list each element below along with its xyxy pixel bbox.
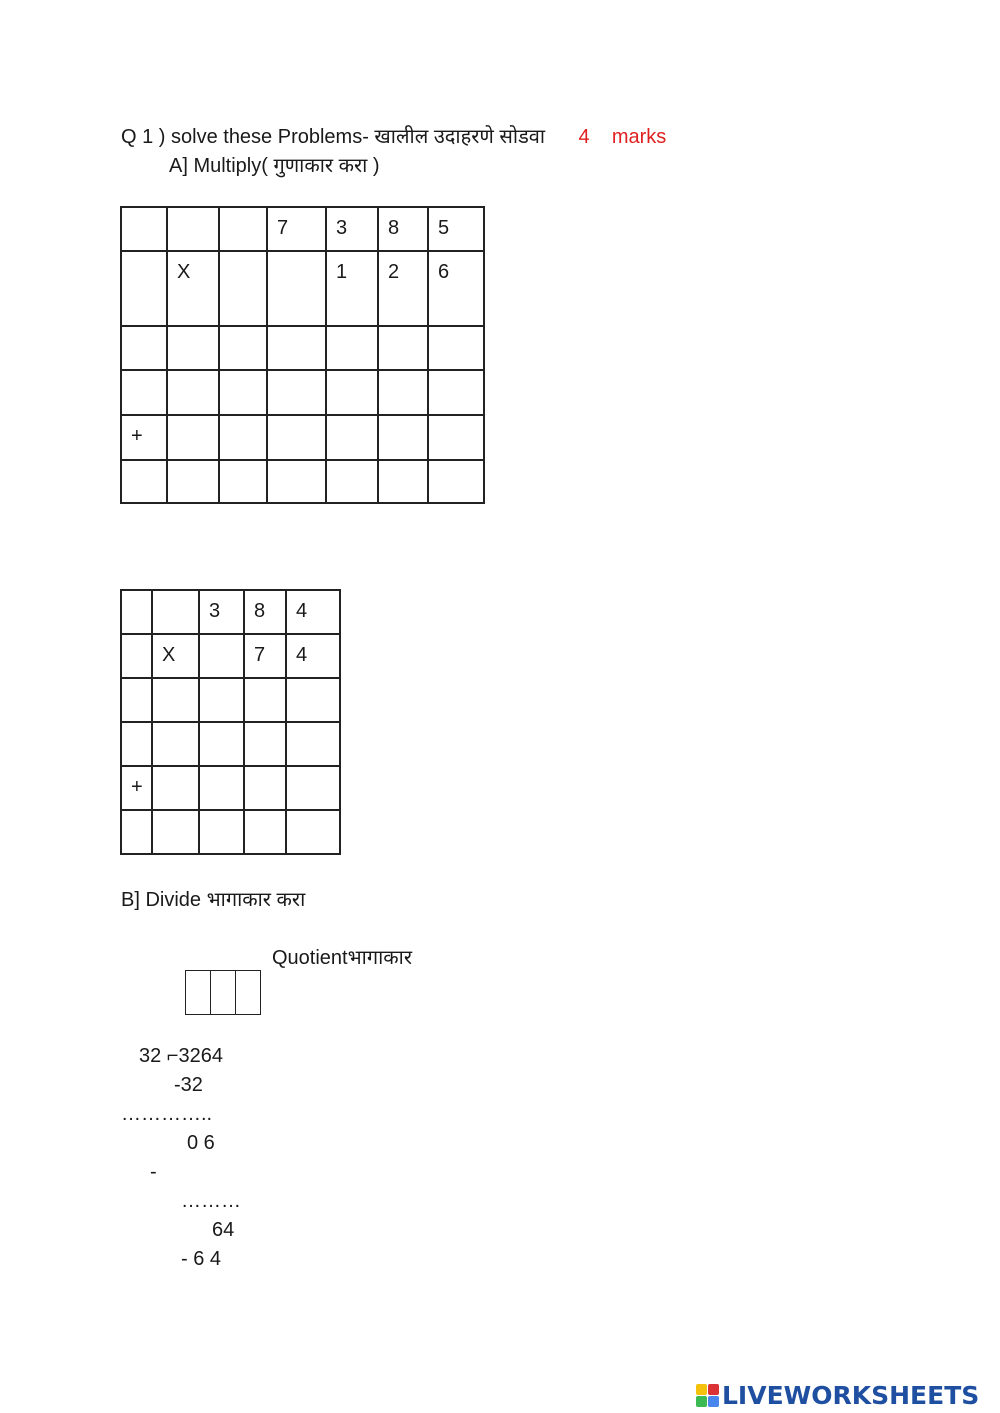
- grid-answer-cell[interactable]: [428, 415, 484, 460]
- grid-answer-cell[interactable]: [121, 326, 167, 370]
- grid-cell-given: [199, 590, 244, 634]
- quotient-box[interactable]: [236, 971, 261, 1015]
- grid-answer-cell[interactable]: [428, 326, 484, 370]
- division-line: ………: [181, 1190, 241, 1212]
- grid-cell-text: [122, 723, 151, 733]
- grid-cell-text: [379, 416, 427, 426]
- grid-cell-text: [220, 416, 266, 426]
- grid-answer-cell[interactable]: [326, 460, 378, 503]
- grid-answer-cell[interactable]: [219, 370, 267, 415]
- grid-answer-cell[interactable]: [121, 722, 152, 766]
- grid-cell-text: [168, 327, 218, 337]
- question-heading: [121, 122, 666, 149]
- grid-cell-text: [200, 723, 243, 733]
- grid-cell-given: [378, 251, 428, 326]
- grid-answer-cell[interactable]: [219, 460, 267, 503]
- grid-cell-text: [268, 327, 325, 337]
- grid-cell-text: [122, 591, 151, 601]
- grid-row: [121, 722, 340, 766]
- grid-answer-cell[interactable]: [378, 415, 428, 460]
- grid-answer-cell[interactable]: [286, 722, 340, 766]
- grid-row: [121, 415, 484, 460]
- grid-cell-text: [153, 679, 198, 689]
- grid-cell-text: +: [131, 776, 143, 798]
- grid-cell-text: [379, 461, 427, 471]
- grid-cell-text: [379, 327, 427, 337]
- grid-row: [121, 590, 340, 634]
- grid-row: [121, 207, 484, 251]
- division-line: …………..: [121, 1103, 213, 1125]
- grid-answer-cell[interactable]: [219, 326, 267, 370]
- grid-cell-text: [245, 679, 285, 689]
- grid-cell-text: 5: [438, 217, 450, 239]
- grid-cell-text: [268, 252, 325, 262]
- grid-cell-given: [326, 207, 378, 251]
- grid-cell-text: [122, 208, 166, 218]
- question-prefix: Q 1 ) solve these Problems- खालील उदाहरणे सोडवा: [121, 126, 546, 148]
- grid-cell-text: [200, 767, 243, 777]
- grid-cell-text: [268, 416, 325, 426]
- grid-answer-cell[interactable]: [167, 415, 219, 460]
- grid-answer-cell[interactable]: [267, 326, 326, 370]
- grid-answer-cell[interactable]: [244, 766, 286, 810]
- grid-cell-text: [245, 723, 285, 733]
- grid-cell-text: [220, 208, 266, 218]
- marks-value: 4: [578, 126, 590, 148]
- grid-answer-cell[interactable]: [121, 634, 152, 678]
- grid-cell-text: [287, 811, 339, 821]
- grid-answer-cell[interactable]: [219, 251, 267, 326]
- grid-answer-cell[interactable]: [267, 460, 326, 503]
- quotient-boxes: [185, 970, 261, 1015]
- grid-answer-cell[interactable]: [286, 810, 340, 854]
- grid-answer-cell[interactable]: [167, 207, 219, 251]
- grid-cell-text: [200, 635, 243, 645]
- grid-cell-text: 8: [254, 600, 266, 622]
- grid-answer-cell[interactable]: [378, 460, 428, 503]
- logo-text: LIVEWORKSHEETS: [722, 1380, 980, 1410]
- grid-cell-text: [122, 635, 151, 645]
- grid-cell-given: [152, 634, 199, 678]
- grid-answer-cell[interactable]: [167, 370, 219, 415]
- grid-answer-cell[interactable]: [378, 370, 428, 415]
- grid-row: [121, 326, 484, 370]
- grid-cell-text: 7: [254, 644, 266, 666]
- grid-cell-text: [327, 327, 377, 337]
- grid-answer-cell[interactable]: [199, 810, 244, 854]
- liveworksheets-logo: [696, 1380, 979, 1410]
- grid-answer-cell[interactable]: [199, 634, 244, 678]
- division-line: 0 6: [187, 1132, 215, 1154]
- grid-cell-text: [168, 416, 218, 426]
- marks-label: marks: [611, 126, 667, 148]
- quotient-label: Quotientभागाकार: [272, 947, 413, 969]
- grid-cell-text: [287, 679, 339, 689]
- grid-cell-text: [153, 591, 198, 601]
- grid-cell-text: [268, 461, 325, 471]
- logo-mark-square: [708, 1396, 719, 1407]
- grid-cell-text: [153, 723, 198, 733]
- grid-cell-text: [122, 327, 166, 337]
- grid-cell-text: [268, 371, 325, 381]
- grid-answer-cell[interactable]: [326, 326, 378, 370]
- grid-answer-cell[interactable]: [267, 415, 326, 460]
- grid-answer-cell[interactable]: [378, 326, 428, 370]
- grid-answer-cell[interactable]: [199, 722, 244, 766]
- grid-cell-text: [327, 416, 377, 426]
- grid-cell-given: [286, 590, 340, 634]
- logo-mark-icon: [696, 1384, 719, 1407]
- grid-cell-text: [220, 327, 266, 337]
- grid-row: [121, 460, 484, 503]
- grid-answer-cell[interactable]: [219, 415, 267, 460]
- grid-cell-text: X: [177, 261, 191, 283]
- grid-answer-cell[interactable]: [267, 370, 326, 415]
- grid-cell-text: 6: [438, 261, 450, 283]
- division-line: -: [150, 1161, 157, 1183]
- grid-cell-text: [245, 811, 285, 821]
- grid-cell-text: [153, 811, 198, 821]
- grid-answer-cell[interactable]: [121, 460, 167, 503]
- grid-answer-cell[interactable]: [152, 810, 199, 854]
- grid-answer-cell[interactable]: [428, 370, 484, 415]
- grid-answer-cell[interactable]: [152, 678, 199, 722]
- grid-answer-cell[interactable]: [121, 251, 167, 326]
- logo-mark-square: [696, 1384, 707, 1395]
- quotient-box[interactable]: [211, 971, 236, 1015]
- grid-cell-text: [200, 811, 243, 821]
- section-b-title: B] Divide भागाकार करा: [121, 889, 306, 911]
- grid-cell-text: 4: [296, 644, 308, 666]
- grid-cell-text: 3: [336, 217, 348, 239]
- grid-answer-cell[interactable]: [219, 207, 267, 251]
- grid-cell-given: [378, 207, 428, 251]
- grid-row: [121, 251, 484, 326]
- multiplication-grid-2: [120, 589, 341, 855]
- grid-cell-text: 7: [277, 217, 289, 239]
- grid-answer-cell[interactable]: [244, 678, 286, 722]
- grid-answer-cell[interactable]: [167, 326, 219, 370]
- grid-cell-text: [429, 371, 483, 381]
- grid-answer-cell[interactable]: [152, 722, 199, 766]
- grid-cell-text: [379, 371, 427, 381]
- grid-cell-text: 3: [209, 600, 221, 622]
- grid-answer-cell[interactable]: [167, 460, 219, 503]
- grid-answer-cell[interactable]: [267, 251, 326, 326]
- grid-row: [121, 678, 340, 722]
- grid-cell-text: [429, 416, 483, 426]
- grid-cell-text: 1: [336, 261, 348, 283]
- grid-cell-text: 4: [296, 600, 308, 622]
- grid-answer-cell[interactable]: [199, 678, 244, 722]
- grid-cell-text: 8: [388, 217, 400, 239]
- grid-cell-text: X: [162, 644, 176, 666]
- grid-answer-cell[interactable]: [121, 207, 167, 251]
- grid-row: [121, 810, 340, 854]
- division-line: -32: [174, 1074, 203, 1096]
- grid-cell-text: [220, 371, 266, 381]
- grid-cell-given: [428, 251, 484, 326]
- grid-cell-text: [327, 371, 377, 381]
- grid-cell-given: [167, 251, 219, 326]
- grid-cell-text: [220, 461, 266, 471]
- grid-cell-text: [122, 461, 166, 471]
- grid-answer-cell[interactable]: [326, 370, 378, 415]
- grid-cell-text: [153, 767, 198, 777]
- grid-answer-cell[interactable]: [121, 590, 152, 634]
- grid-cell-text: +: [131, 425, 143, 447]
- section-a-title: A] Multiply( गुणाकार करा ): [169, 155, 380, 177]
- grid-answer-cell[interactable]: [121, 370, 167, 415]
- grid-cell-text: 2: [388, 261, 400, 283]
- grid-answer-cell[interactable]: [152, 590, 199, 634]
- grid-cell-given: [121, 415, 167, 460]
- grid-answer-cell[interactable]: [121, 810, 152, 854]
- grid-answer-cell[interactable]: [121, 678, 152, 722]
- grid-answer-cell[interactable]: [428, 460, 484, 503]
- grid-cell-text: [245, 767, 285, 777]
- division-line: 32 ⌐3264: [139, 1045, 223, 1067]
- grid-cell-text: [122, 679, 151, 689]
- grid-answer-cell[interactable]: [152, 766, 199, 810]
- grid-cell-text: [168, 461, 218, 471]
- grid-row: [121, 766, 340, 810]
- grid-cell-text: [327, 461, 377, 471]
- grid-cell-text: [168, 208, 218, 218]
- grid-cell-given: [244, 590, 286, 634]
- grid-answer-cell[interactable]: [244, 722, 286, 766]
- grid-row: [121, 370, 484, 415]
- multiplication-grid-1: [120, 206, 485, 504]
- division-line: 64: [212, 1219, 235, 1241]
- grid-cell-given: [286, 634, 340, 678]
- grid-cell-text: [220, 252, 266, 262]
- grid-cell-given: [121, 766, 152, 810]
- grid-answer-cell[interactable]: [244, 810, 286, 854]
- grid-answer-cell[interactable]: [286, 766, 340, 810]
- grid-cell-text: [287, 723, 339, 733]
- grid-cell-text: [168, 371, 218, 381]
- grid-cell-text: [122, 371, 166, 381]
- grid-cell-text: [122, 252, 166, 262]
- grid-cell-text: [200, 679, 243, 689]
- quotient-box[interactable]: [186, 971, 211, 1015]
- logo-mark-square: [708, 1384, 719, 1395]
- logo-mark-square: [696, 1396, 707, 1407]
- grid-cell-text: [122, 811, 151, 821]
- grid-cell-given: [428, 207, 484, 251]
- grid-row: [121, 634, 340, 678]
- grid-cell-text: [429, 327, 483, 337]
- grid-answer-cell[interactable]: [286, 678, 340, 722]
- grid-cell-text: [429, 461, 483, 471]
- grid-cell-given: [267, 207, 326, 251]
- grid-cell-given: [326, 251, 378, 326]
- grid-answer-cell[interactable]: [199, 766, 244, 810]
- grid-answer-cell[interactable]: [326, 415, 378, 460]
- division-line: - 6 4: [181, 1248, 222, 1270]
- grid-cell-text: [287, 767, 339, 777]
- grid-cell-given: [244, 634, 286, 678]
